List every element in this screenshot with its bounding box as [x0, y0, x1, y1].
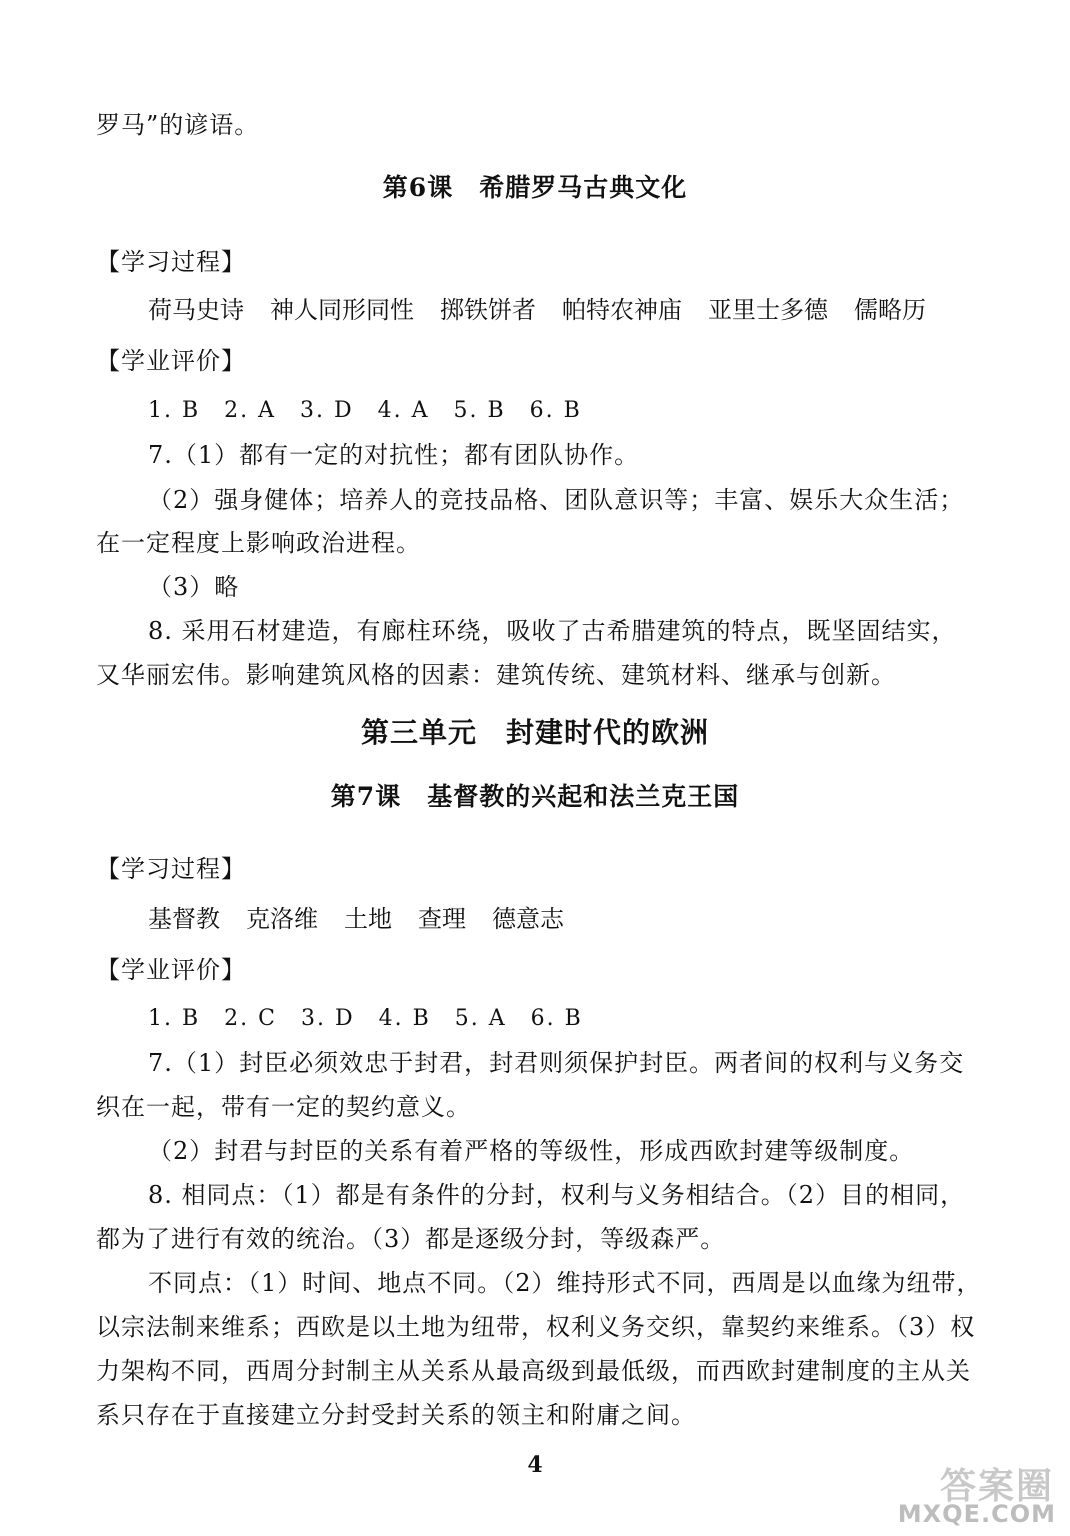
term-item: 帕特农神庙: [562, 296, 682, 324]
term-item: 掷铁饼者: [440, 296, 536, 324]
lesson6-q7-part2: （2）强身健体；培养人的竞技品格、团队意识等；丰富、娱乐大众生活；: [148, 486, 965, 514]
lesson6-q7-part3: （3）略: [148, 573, 240, 601]
watermark-url: MXQE.COM: [897, 1500, 1056, 1528]
lesson6-q7-part2-cont: 在一定程度上影响政治进程。: [96, 529, 421, 557]
lesson7-terms: [148, 899, 590, 939]
lesson7-q7-part1-cont: 织在一起，带有一定的契约意义。: [96, 1093, 471, 1121]
lesson7-eval-header: 【学业评价】: [96, 956, 246, 984]
lesson6-choice-answers: 1. B 2. A 3. D 4. A 5. B 6. B: [148, 398, 582, 423]
lesson6-q8: 8. 采用石材建造，有廊柱环绕，吸收了古希腊建筑的特点，既坚固结实，: [148, 617, 957, 645]
lesson7-process-header: 【学习过程】: [96, 855, 246, 883]
lesson6-q7-part1: 7.（1）都有一定的对抗性；都有团队协作。: [148, 441, 640, 469]
unit3-title: 第三单元 封建时代的欧洲: [360, 716, 709, 749]
term-item: 克洛维: [246, 905, 318, 933]
page-number: 4: [527, 1452, 543, 1478]
lesson6-terms: [148, 290, 952, 330]
lesson7-q7-part1: 7.（1）封臣必须效忠于封君，封君则须保护封臣。两者间的权利与义务交: [148, 1049, 965, 1077]
lesson7-q8: 8. 相同点：（1）都是有条件的分封，权利与义务相结合。（2）目的相同，: [148, 1181, 966, 1209]
term-item: 德意志: [492, 905, 564, 933]
term-item: 基督教: [148, 905, 220, 933]
lesson6-q8-cont: 又华丽宏伟。影响建筑风格的因素：建筑传统、建筑材料、继承与创新。: [96, 661, 896, 689]
lesson7-title: 第7课 基督教的兴起和法兰克王国: [330, 782, 740, 811]
term-item: 土地: [344, 905, 392, 933]
term-item: 查理: [418, 905, 466, 933]
term-item: 神人同形同性: [270, 296, 414, 324]
term-item: 荷马史诗: [148, 296, 244, 324]
continued-text-line: 罗马”的谚语。: [96, 111, 260, 139]
lesson6-process-header: 【学习过程】: [96, 248, 246, 276]
lesson7-differences-cont: 系只存在于直接建立分封受封关系的领主和附庸之间。: [96, 1401, 696, 1429]
lesson7-differences-cont: 以宗法制来维系；西欧是以土地为纽带，权利义务交织，靠契约来维系。（3）权: [96, 1313, 976, 1341]
lesson6-title: 第6课 希腊罗马古典文化: [382, 173, 688, 202]
lesson7-q7-part2: （2）封君与封臣的关系有着严格的等级性，形成西欧封建等级制度。: [148, 1137, 915, 1165]
lesson7-choice-answers: 1. B 2. C 3. D 4. B 5. A 6. B: [148, 1006, 583, 1031]
lesson7-differences: 不同点：（1）时间、地点不同。（2）维持形式不同，西周是以血缘为纽带，: [148, 1269, 982, 1297]
term-item: 儒略历: [854, 296, 926, 324]
term-item: 亚里士多德: [708, 296, 828, 324]
lesson7-differences-cont: 力架构不同，西周分封制主从关系从最高级到最低级，而西欧封建制度的主从关: [96, 1357, 971, 1385]
lesson6-eval-header: 【学业评价】: [96, 347, 246, 375]
lesson7-q8-cont: 都为了进行有效的统治。（3）都是逐级分封，等级森严。: [96, 1225, 726, 1253]
watermark-logo: 答案圈: [939, 1466, 1054, 1507]
watermark: [890, 1458, 1060, 1528]
